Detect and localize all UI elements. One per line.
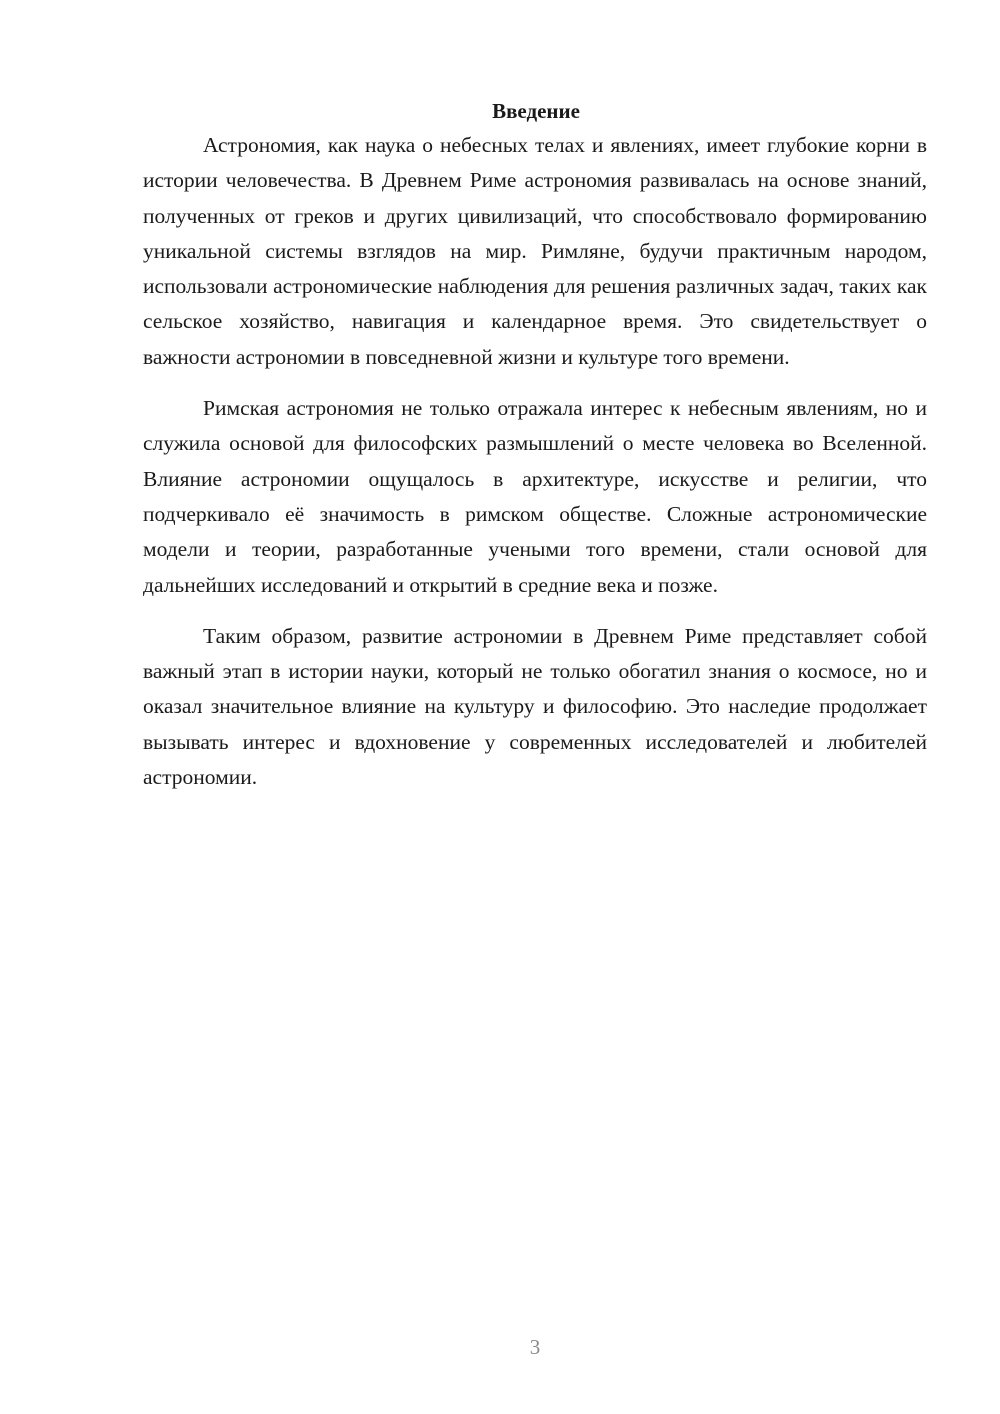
- paragraph-2: Римская астрономия не только отражала интерес к небесным явлениям, но и служила основой для философских размышлений о месте человека во Вселенной. Влияние астрономии ощущалось в архитектуре, искусстве и религии, что подчеркивало её значимость в римском обществе. Сложные астрономические модели и теории, разработанные учеными того времени, стали основой для дальнейших исследований и открытий в средние века и позже.: [143, 396, 927, 597]
- paragraph-3: Таким образом, развитие астрономии в Древнем Риме представляет собой важный этап в истории науки, который не только обогатил знания о космосе, но и оказал значительное влияние на культуру и философию. Это наследие продолжает вызывать интерес и вдохновение у современных исследователей и любителей астрономии.: [143, 623, 927, 790]
- section-heading: Введение: [492, 99, 580, 123]
- page-number: 3: [529, 1335, 541, 1359]
- document-page: [143, 96, 927, 795]
- paragraph-1: Астрономия, как наука о небесных телах и явлениях, имеет глубокие корни в истории человечества. В Древнем Риме астрономия развивалась на основе знаний, полученных от греков и других цивилизаций, что способствовало формированию уникальной системы взглядов на мир. Римляне, будучи практичным народом, использовали астрономические наблюдения для решения различных задач, таких как сельское хозяйство, навигация и календарное время. Это свидетельствует о важности астрономии в повседневной жизни и культуре того времени.: [143, 133, 927, 369]
